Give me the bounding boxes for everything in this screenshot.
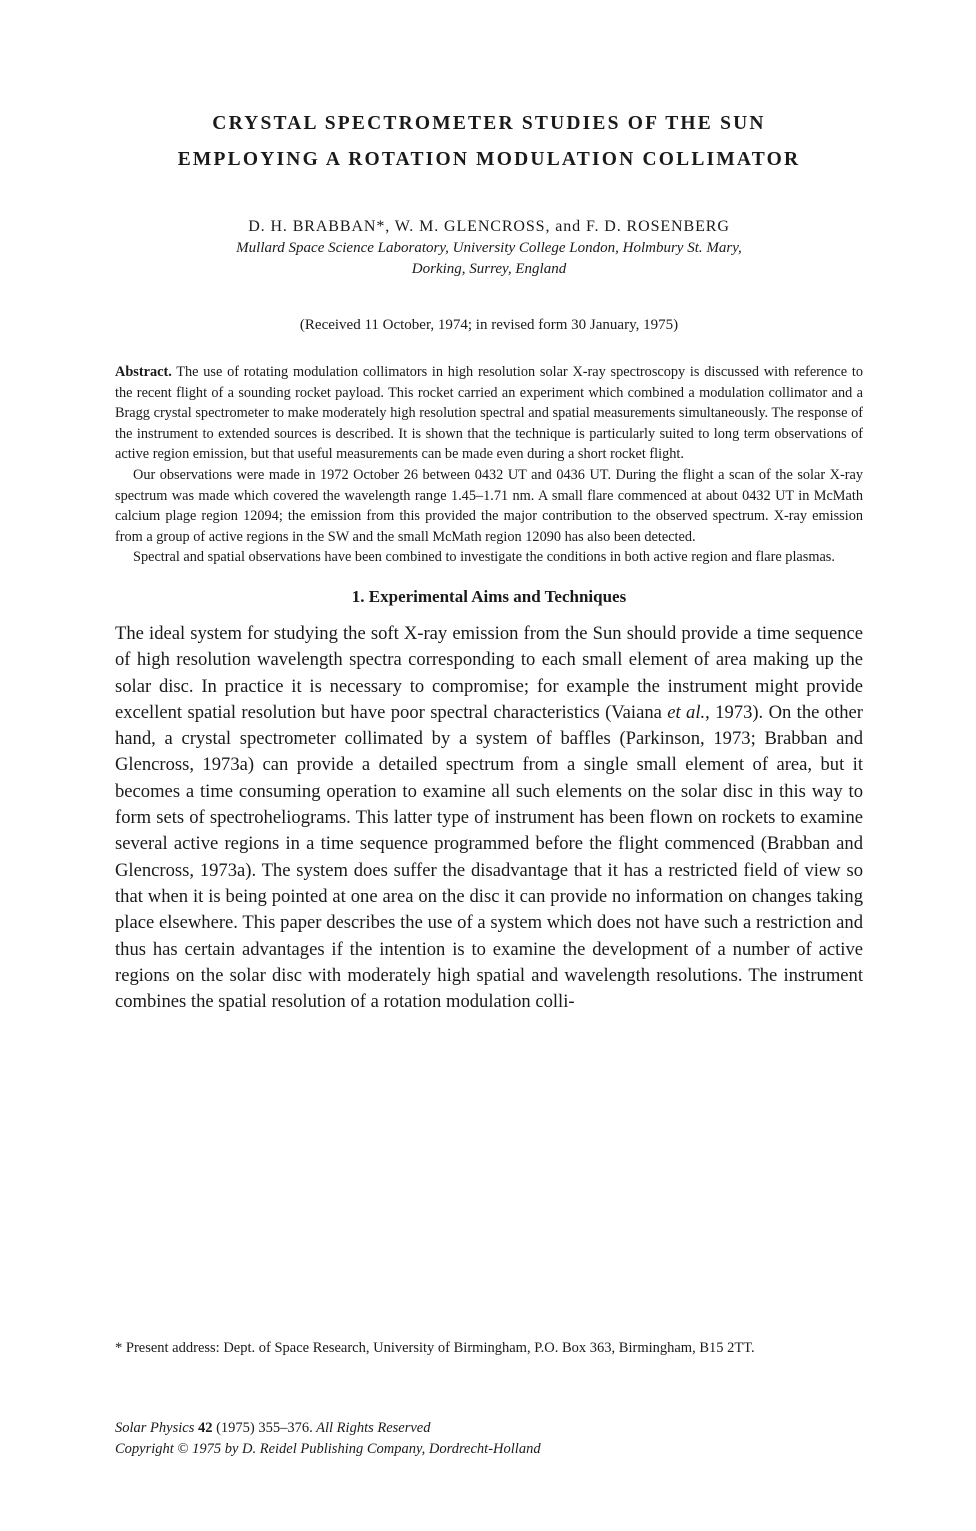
abstract-paragraph-3: Spectral and spatial observations have been combined to investigate the conditions in both active region and flare plasmas. <box>133 549 835 566</box>
journal-pages: (1975) 355–376. <box>216 1420 313 1436</box>
body-text-part-1: The ideal system for studying the soft X-ray emission from the Sun should provide a time sequence of high resolution wavelength spectra corresponding to each small element of area making up the solar disc. In practice it is necessary to compromise; for example the instrument might provide excellent spatial resolution but have poor spectral characteristics (Vaiana <box>115 622 863 723</box>
footnote: * Present address: Dept. of Space Research, University of Birmingham, P.O. Box 363, Birmingham, B15 2TT. <box>115 1340 755 1356</box>
citation-line <box>115 1418 541 1439</box>
affiliation <box>115 238 863 280</box>
title-line-2: EMPLOYING A ROTATION MODULATION COLLIMATOR <box>177 149 801 170</box>
received-dates: (Received 11 October, 1974; in revised form 30 January, 1975) <box>299 317 679 333</box>
paper-page <box>0 106 976 1531</box>
affiliation-line-1: Mullard Space Science Laboratory, University College London, Holmbury St. Mary, <box>236 240 742 256</box>
citation-et-al: et al. <box>667 701 706 723</box>
abstract-paragraph-1 <box>115 362 863 465</box>
abstract <box>115 362 863 568</box>
copyright-line: Copyright © 1975 by D. Reidel Publishing Company, Dordrecht-Holland <box>115 1441 541 1457</box>
section-heading: 1. Experimental Aims and Techniques <box>351 586 627 606</box>
journal-volume: 42 <box>197 1420 213 1436</box>
body-text-part-2: , 1973). On the other hand, a crystal spectrometer collimated by a system of baffles (Parkinson, 1973; Brabban and Glencross, 1973a) can provide a detailed spectrum from a single small element of area, but it becomes a time consuming operation to examine all such elements on the solar disc in this way to form sets of spectroheliograms. This latter type of instrument has been flown on rockets to examine several active regions in a time sequence programmed before the flight commenced (Brabban and Glencross, 1973a). The system does suffer the disadvantage that it has a restricted field of view so that when it is being pointed at one area on the disc it can provide no information on changes taking place elsewhere. This paper describes the use of a system which does not have such a restriction and thus has certain advantages if the intention is to examine the development of a number of active regions on the solar disc with moderately high spatial and wavelength resolutions. The instrument combines the spatial resolution of a rotation modulation colli- <box>115 701 863 1013</box>
journal-footer <box>115 1418 541 1460</box>
abstract-label: Abstract. <box>115 364 172 380</box>
paper-title <box>115 106 863 178</box>
rights-text: All Rights Reserved <box>316 1420 431 1436</box>
section-body <box>115 621 863 1015</box>
title-line-1: CRYSTAL SPECTROMETER STUDIES OF THE SUN <box>212 113 766 134</box>
author-list: D. H. BRABBAN*, W. M. GLENCROSS, and F. D. ROSENBERG <box>248 218 730 235</box>
abstract-text-1: The use of rotating modulation collimators in high resolution solar X-ray spectroscopy is discussed with reference to the recent flight of a sounding rocket payload. This rocket carried an experiment which combined a modulation collimator and a Bragg crystal spectrometer to make moderately high resolution spectral and spatial measurements simultaneously. The response of the instrument to extended sources is described. It is shown that the technique is particularly suited to long term observations of active region emission, but that useful measurements can be made even during a short rocket flight. <box>115 364 863 463</box>
affiliation-line-2: Dorking, Surrey, England <box>411 261 567 277</box>
journal-name: Solar Physics <box>115 1420 195 1436</box>
abstract-paragraph-2: Our observations were made in 1972 October 26 between 0432 UT and 0436 UT. During the flight a scan of the solar X-ray spectrum was made which covered the wavelength range 1.45–1.71 nm. A small flare commenced at about 0432 UT in McMath calcium plage region 12094; the emission from this provided the major contribution to the observed spectrum. X-ray emission from a group of active regions in the SW and the small McMath region 12090 has also been detected. <box>115 466 863 545</box>
